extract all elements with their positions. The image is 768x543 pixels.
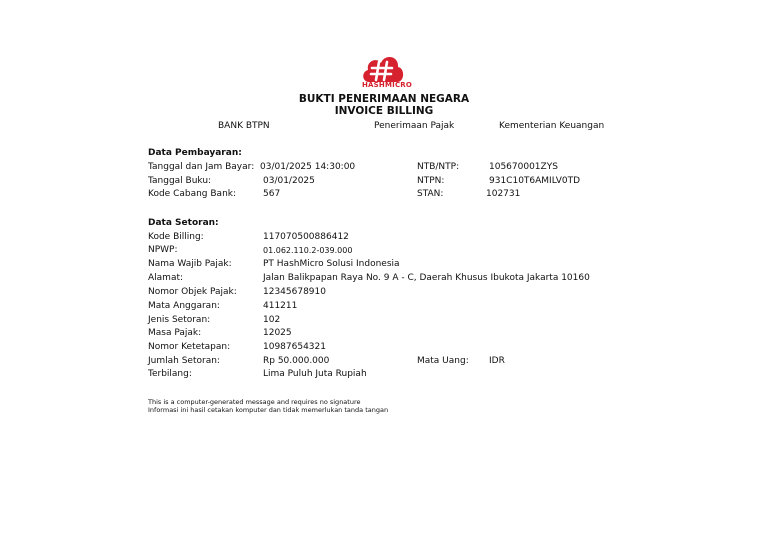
stan-value: 102731 xyxy=(486,189,521,199)
footer-note-en: This is a computer-generated message and requires no signature xyxy=(148,398,361,406)
terbilang-label: Terbilang: xyxy=(148,369,192,379)
npwp-value: 01.062.110.2-039.000 xyxy=(263,246,353,255)
bank-name: BANK BTPN xyxy=(218,121,270,131)
ntb-value: 105670001ZYS xyxy=(489,162,558,172)
nama-wajib-pajak-label: Nama Wajib Pajak: xyxy=(148,259,232,269)
tanggal-buku-value: 03/01/2025 xyxy=(263,176,315,186)
alamat-label: Alamat: xyxy=(148,273,184,283)
npwp-label: NPWP: xyxy=(148,245,178,255)
jenis-setoran-label: Jenis Setoran: xyxy=(148,315,211,325)
tanggal-jam-label: Tanggal dan Jam Bayar: xyxy=(148,162,255,172)
nomor-objek-pajak-value: 12345678910 xyxy=(263,287,326,297)
ntpn-label: NTPN: xyxy=(417,176,445,186)
terbilang-value: Lima Puluh Juta Rupiah xyxy=(263,369,367,379)
tanggal-jam-value: 03/01/2025 14:30:00 xyxy=(260,162,356,172)
mata-uang-value: IDR xyxy=(489,356,505,366)
masa-pajak-value: 12025 xyxy=(263,328,292,338)
nama-wajib-pajak-value: PT HashMicro Solusi Indonesia xyxy=(263,259,400,269)
nomor-ketetapan-label: Nomor Ketetapan: xyxy=(148,342,231,352)
nomor-ketetapan-value: 10987654321 xyxy=(263,342,326,352)
document-title: BUKTI PENERIMAAN NEGARA xyxy=(298,93,470,105)
stan-label: STAN: xyxy=(417,189,444,199)
logo-text: HASHMICRO xyxy=(362,81,413,89)
kode-cabang-label: Kode Cabang Bank: xyxy=(148,189,237,199)
ministry-name: Kementerian Keuangan xyxy=(499,121,605,131)
nomor-objek-pajak-label: Nomor Objek Pajak: xyxy=(148,287,237,297)
jenis-setoran-value: 102 xyxy=(263,315,281,325)
masa-pajak-label: Masa Pajak: xyxy=(148,328,202,338)
kode-cabang-value: 567 xyxy=(263,189,281,199)
setoran-heading: Data Setoran: xyxy=(148,218,219,228)
mata-anggaran-label: Mata Anggaran: xyxy=(148,301,220,311)
footer-note-id: Informasi ini hasil cetakan komputer dan tidak memerlukan tanda tangan xyxy=(148,406,389,414)
mata-uang-label: Mata Uang: xyxy=(417,356,469,366)
kode-billing-value: 117070500886412 xyxy=(263,232,349,242)
document-subtitle: INVOICE BILLING xyxy=(334,105,434,117)
mata-anggaran-value: 411211 xyxy=(263,301,298,311)
ntb-label: NTB/NTP: xyxy=(417,162,460,172)
ntpn-value: 931C10T6AMILV0TD xyxy=(489,176,581,186)
alamat-value: Jalan Balikpapan Raya No. 9 A - C, Daerah Khusus Ibukota Jakarta 10160 xyxy=(263,273,590,283)
receipt-type: Penerimaan Pajak xyxy=(374,121,455,131)
pembayaran-heading: Data Pembayaran: xyxy=(148,148,242,158)
tanggal-buku-label: Tanggal Buku: xyxy=(148,176,212,186)
kode-billing-label: Kode Billing: xyxy=(148,232,204,242)
jumlah-setoran-value: Rp 50.000.000 xyxy=(263,356,330,366)
jumlah-setoran-label: Jumlah Setoran: xyxy=(148,356,220,366)
